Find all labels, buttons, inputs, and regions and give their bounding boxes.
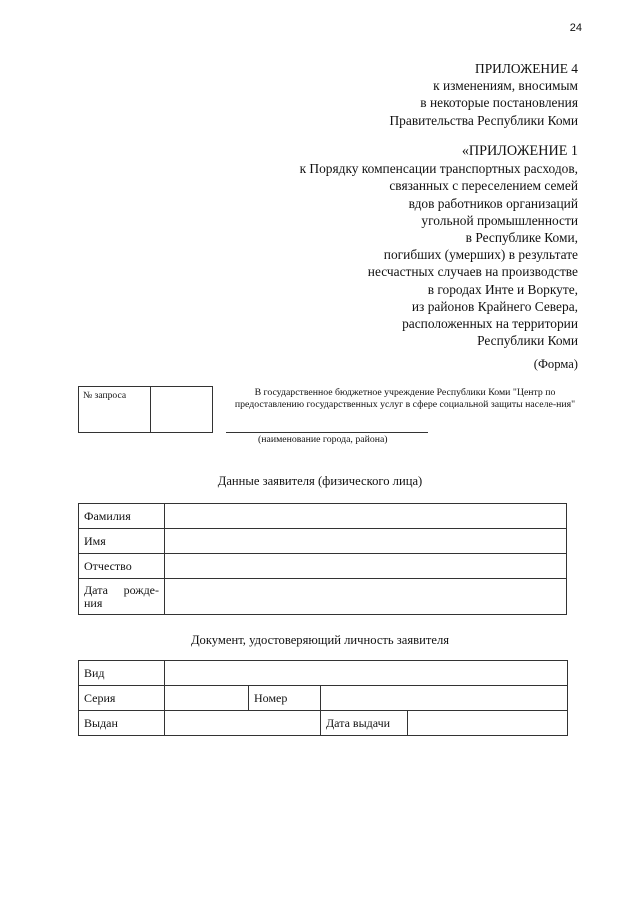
doc-issued-by-field[interactable]: [165, 711, 321, 736]
doc-type-field[interactable]: [165, 661, 568, 686]
patronymic-label: Отчество: [79, 554, 165, 579]
annex-line: вдов работников организаций: [408, 195, 578, 211]
patronymic-field[interactable]: [165, 554, 567, 579]
first-name-label: Имя: [79, 529, 165, 554]
applicant-table: [78, 503, 567, 615]
annex-line: Республики Коми: [477, 333, 578, 349]
city-district-line[interactable]: [226, 432, 428, 433]
annex-line: связанных с переселением семей: [389, 178, 578, 194]
document-header: [390, 60, 578, 129]
table-row: [79, 504, 567, 529]
doc-type-label: Вид: [79, 661, 165, 686]
doc-issue-date-field[interactable]: [408, 711, 568, 736]
annex-line: погибших (умерших) в результате: [383, 247, 578, 263]
annex-line: угольной промышленности: [421, 212, 578, 228]
table-row: [79, 686, 568, 711]
surname-label: Фамилия: [79, 504, 165, 529]
annex-line: несчастных случаев на производстве: [367, 264, 578, 280]
table-row: [79, 661, 568, 686]
institution-address: В государственное бюджетное учреждение Республики Коми "Центр по предоставлению государственных услуг в сфере социальной защиты населе-ния": [234, 387, 576, 411]
birth-date-label-line2: ния: [84, 595, 103, 610]
header-line: ПРИЛОЖЕНИЕ 4: [475, 61, 578, 76]
birth-date-field[interactable]: [165, 579, 567, 615]
header-line: в некоторые постановления: [420, 95, 578, 111]
identity-document-table: [78, 660, 568, 736]
city-district-caption: (наименование города, района): [258, 434, 388, 445]
birth-date-label-line1: Дата рожде-: [84, 582, 159, 597]
request-number-box: [78, 386, 213, 433]
doc-number-label: Номер: [249, 686, 321, 711]
first-name-field[interactable]: [165, 529, 567, 554]
annex-line: в Республике Коми,: [465, 230, 578, 246]
annex-line: в городах Инте и Воркуте,: [427, 281, 578, 297]
header-line: Правительства Республики Коми: [389, 112, 578, 128]
annex-line: «ПРИЛОЖЕНИЕ 1: [461, 143, 578, 159]
page-number: 24: [569, 22, 582, 34]
table-row: [79, 711, 568, 736]
annex-line: расположенных на территории: [402, 316, 578, 332]
table-row: [79, 554, 567, 579]
table-row: [79, 529, 567, 554]
annex-line: из районов Крайнего Севера,: [411, 298, 578, 314]
doc-issue-date-label: Дата выдачи: [321, 711, 408, 736]
request-number-label: № запроса: [79, 387, 151, 432]
annex-line: к Порядку компенсации транспортных расходов,: [299, 161, 578, 177]
doc-series-field[interactable]: [165, 686, 249, 711]
document-section-title: Документ, удостоверяющий личность заявителя: [190, 633, 450, 647]
header-line: к изменениям, вносимым: [433, 78, 578, 94]
annex-header: [300, 143, 578, 349]
doc-issued-by-label: Выдан: [79, 711, 165, 736]
doc-number-field[interactable]: [321, 686, 568, 711]
doc-series-label: Серия: [79, 686, 165, 711]
form-note: (Форма): [533, 357, 578, 371]
birth-date-label: [79, 579, 165, 615]
surname-field[interactable]: [165, 504, 567, 529]
request-number-field[interactable]: [151, 387, 212, 432]
applicant-section-title: Данные заявителя (физического лица): [217, 474, 423, 488]
table-row: [79, 579, 567, 615]
